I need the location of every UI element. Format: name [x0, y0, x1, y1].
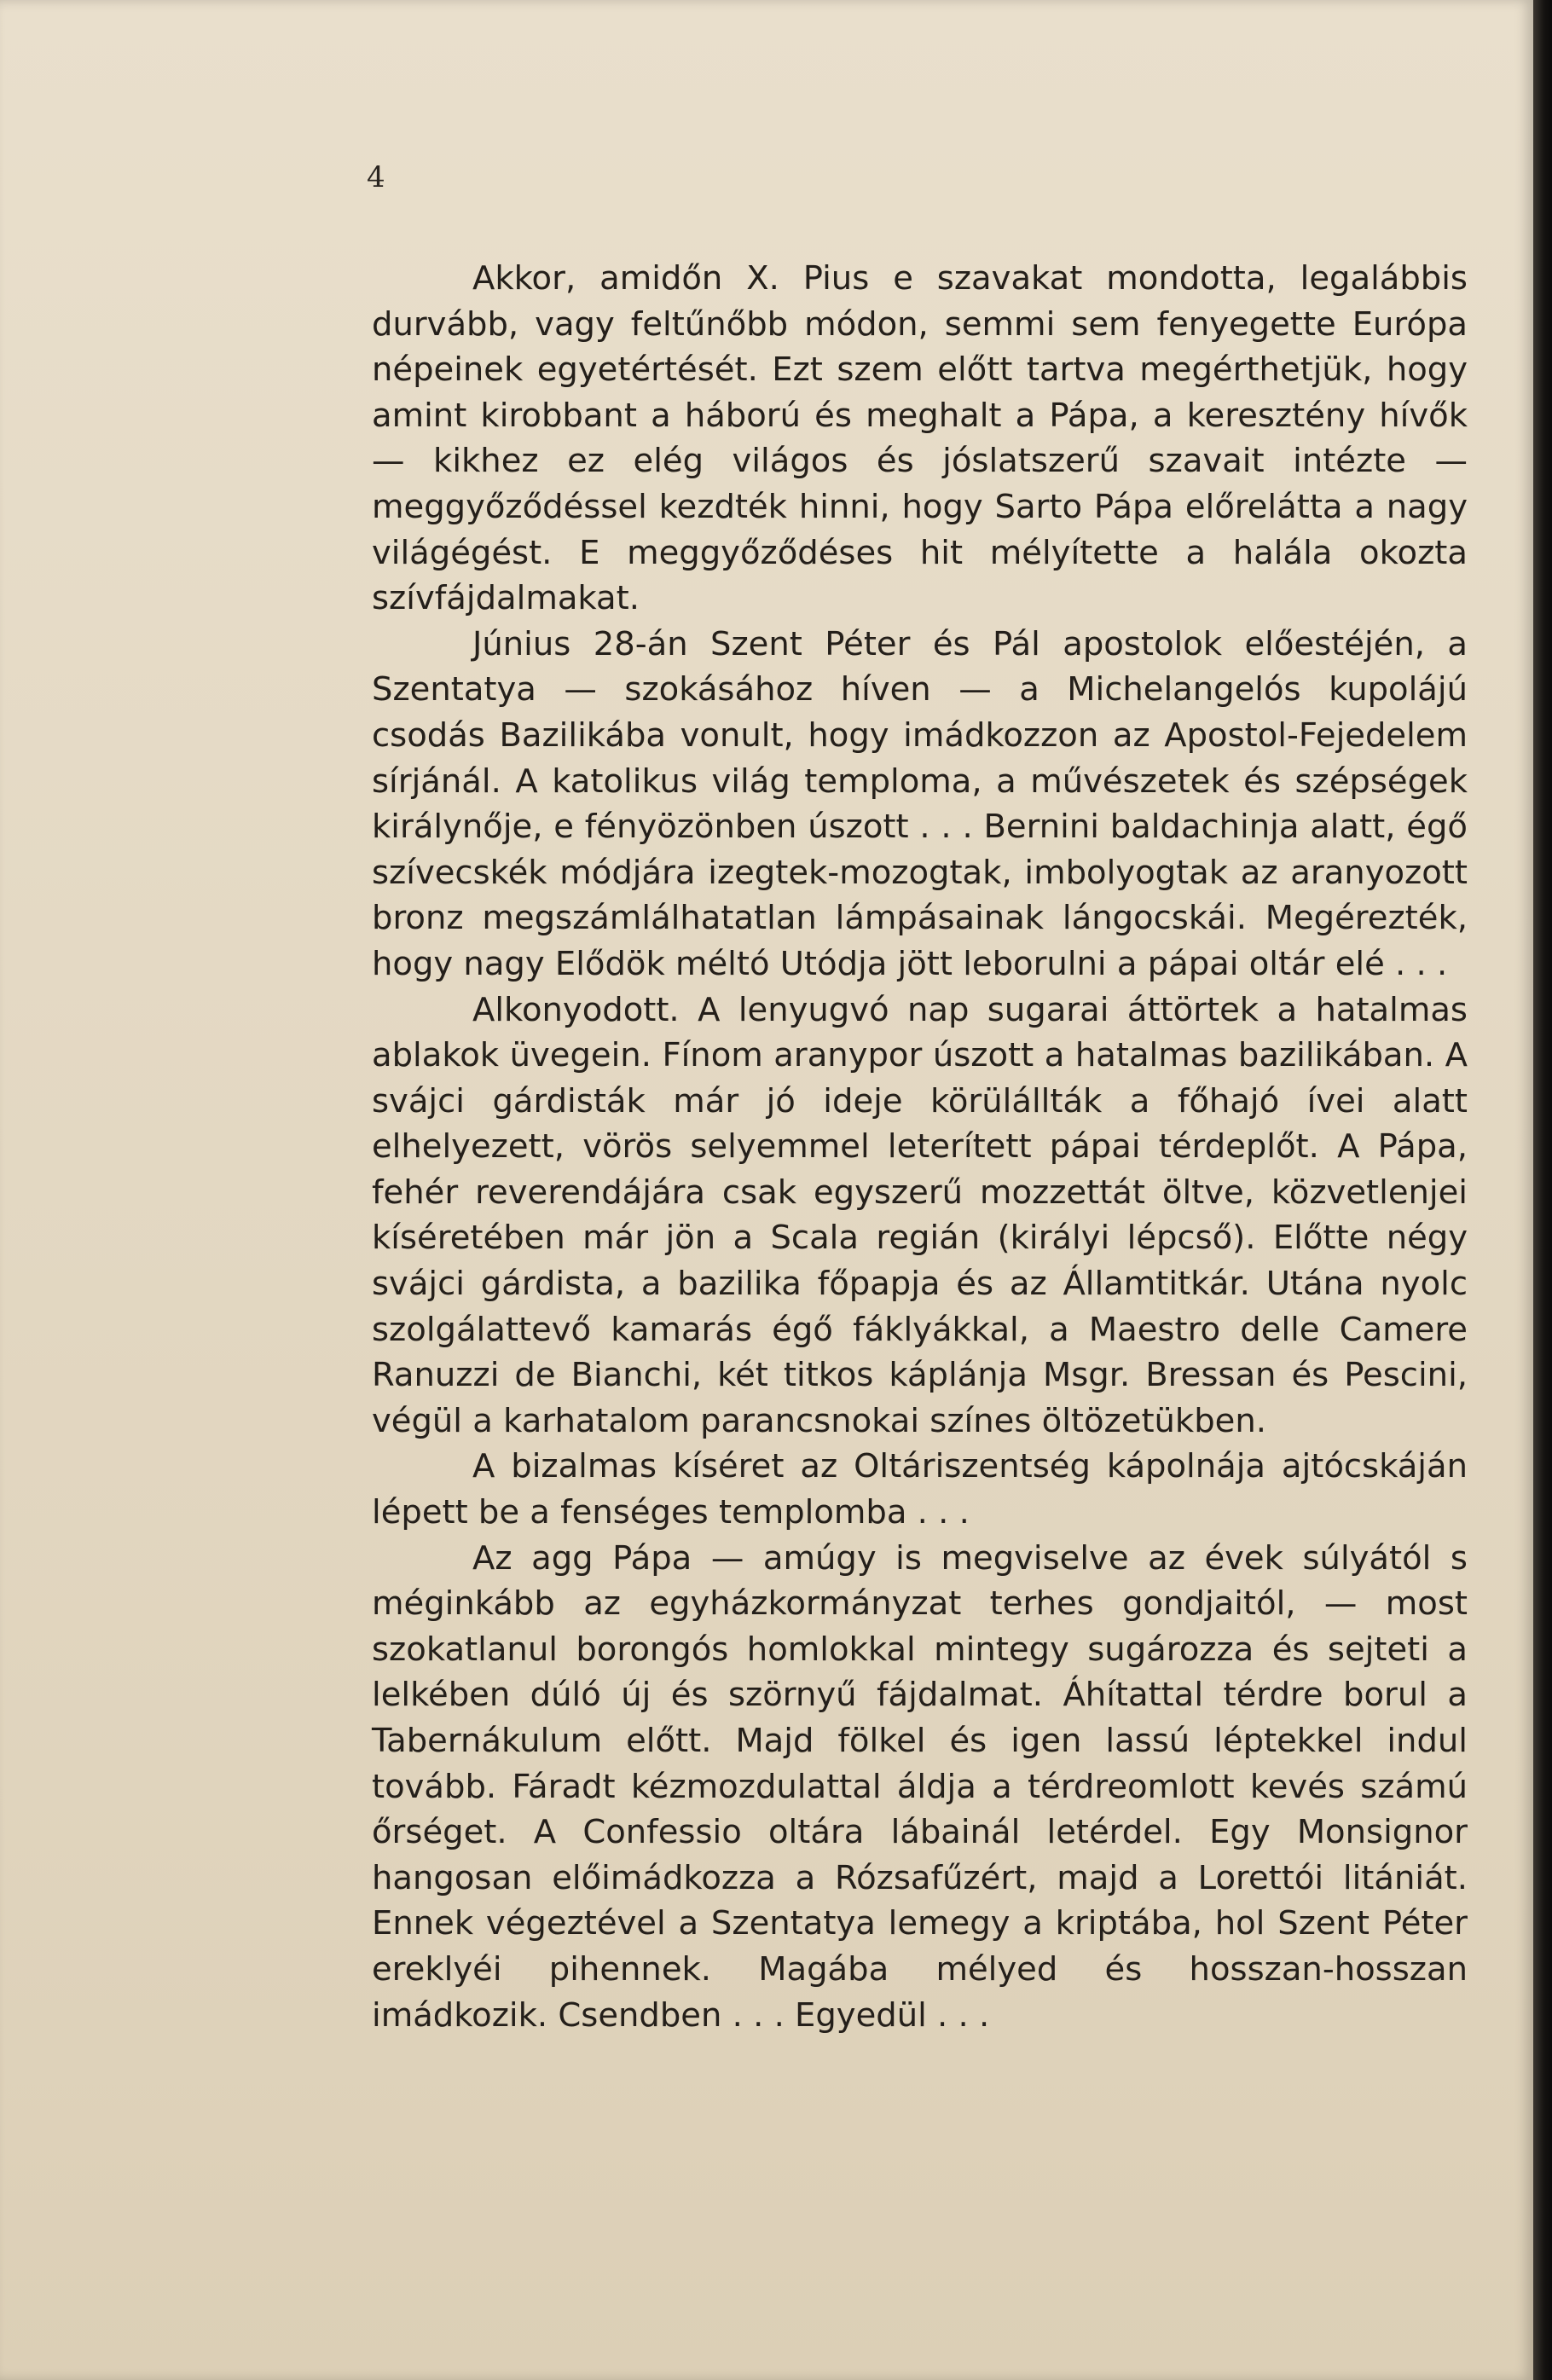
- paragraph: Az agg Pápa — amúgy is megviselve az évek súlyától s méginkább az egyházkormányzat terhes gondjaitól, — most szokatlanul borongós homlokkal mintegy sugározza és sejteti a lelkében dúló új és szörnyű fájdalmat. Áhítattal térdre borul a Tabernákulum előtt. Majd fölkel és igen lassú léptekkel indul tovább. Fáradt kézmozdulattal áldja a térdreomlott kevés számú őrséget. A Confessio oltára lábainál letérdel. Egy Monsignor hangosan előimádkozza a Rózsafűzért, majd a Lorettói litániát. Ennek végeztével a Szentatya lemegy a kriptába, hol Szent Péter ereklyéi pihennek. Magába mélyed és hosszan-hosszan imádkozik. Csendben . . . Egyedül . . .: [372, 1538, 1468, 2035]
- paragraph: Alkonyodott. A lenyugvó nap sugarai áttörtek a hatalmas ablakok üvegein. Fínom aranypor úszott a hatalmas bazilikában. A svájci gárdisták már jó ideje körülállták a főhajó ívei alatt elhelyezett, vörös selyemmel leterített pápai térdeplőt. A Pápa, fehér reverendájára csak egyszerű mozzettát öltve, közvetlenjei kíséretében már jön a Scala regián (királyi lépcső). Előtte négy svájci gárdista, a bazilika főpapja és az Államtitkár. Utána nyolc szolgálattevő kamarás égő fáklyákkal, a Maestro delle Camere Ranuzzi de Bianchi, két titkos káplánja Msgr. Bressan és Pescini, végül a karhatalom parancsnokai színes öltözetükben.: [372, 990, 1468, 1440]
- paragraph: A bizalmas kíséret az Oltáriszentség kápolnája ajtócskáján lépett be a fenséges templomba . . .: [372, 1447, 1468, 1532]
- page-number: 4: [367, 160, 385, 194]
- paragraph: Június 28-án Szent Péter és Pál apostolok előestéjén, a Szentatya — szokásához híven — a Michelangelós kupolájú csodás Bazilikába vonult, hogy imádkozzon az Apostol-Fejedelem sírjánál. A katolikus világ temploma, a művészetek és szépségek királynője, e fényözönben úszott . . . Bernini baldachinja alatt, égő szívecskék módjára izegtek-mozogtak, imbolyogtak az aranyozott bronz megszámlálhatatlan lámpásainak lángocskái. Megérezték, hogy nagy Elődök méltó Utódja jött leborulni a pápai oltár elé . . .: [372, 624, 1468, 983]
- page-body-text: [372, 256, 1468, 2038]
- paragraph: Akkor, amidőn X. Pius e szavakat mondotta, legalábbis durvább, vagy feltűnőbb módon, semmi sem fenyegette Európa népeinek egyetértését. Ezt szem előtt tartva megérthetjük, hogy amint kirobbant a háború és meghalt a Pápa, a keresztény hívők — kikhez ez elég világos és jóslatszerű szavait intézte — meggyőződéssel kezdték hinni, hogy Sarto Pápa előrelátta a nagy világégést. E meggyőződéses hit mélyítette a halála okozta szívfájdalmakat.: [372, 259, 1468, 618]
- book-edge-shadow: [1533, 0, 1552, 2380]
